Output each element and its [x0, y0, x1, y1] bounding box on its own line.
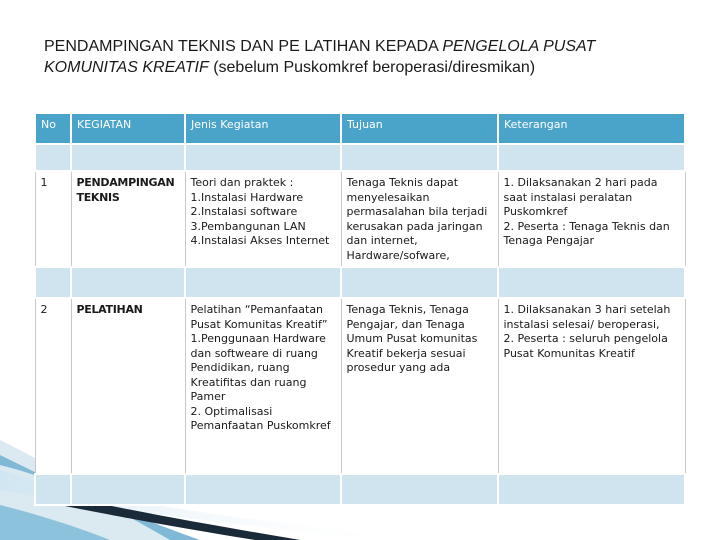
table-band-row — [35, 144, 685, 171]
title-italic-text: PENGELOLA PUSAT KOMUNITAS KREATIF — [44, 38, 596, 76]
slide-title — [44, 36, 684, 78]
cell-tujuan: Tenaga Teknis dapat menyelesaikan permasalahan bila terjadi kerusakan pada jaringan dan internet, Hardware/sofware, — [341, 171, 498, 267]
table-band-row — [35, 474, 685, 505]
cell-jenis: Pelatihan “Pemanfaatan Pusat Komunitas Kreatif” 1.Penggunaan Hardware dan softweare di ruang Pendidikan, ruang Kreatifitas dan ruang Pamer 2. Optimalisasi Pemanfaatan Puskomkref — [185, 298, 341, 474]
header-keterangan: Keterangan — [498, 113, 685, 144]
cell-kegiatan: PENDAMPINGAN TEKNIS — [71, 171, 185, 267]
activity-table — [34, 112, 686, 506]
cell-keterangan: 1. Dilaksanakan 2 hari pada saat instalasi peralatan Puskomkref 2. Peserta : Tenaga Teknis dan Tenaga Pengajar — [498, 171, 685, 267]
cell-no: 2 — [35, 298, 71, 474]
table-band-row — [35, 267, 685, 298]
cell-no: 1 — [35, 171, 71, 267]
table-header-row — [35, 113, 685, 144]
header-jenis-kegiatan: Jenis Kegiatan — [185, 113, 341, 144]
cell-keterangan: 1. Dilaksanakan 3 hari setelah instalasi selesai/ beroperasi, 2. Peserta : seluruh pengelola Pusat Komunitas Kreatif — [498, 298, 685, 474]
header-tujuan: Tujuan — [341, 113, 498, 144]
table-row — [35, 298, 685, 474]
title-text: PENDAMPINGAN TEKNIS DAN PE LATIHAN KEPADA — [44, 38, 443, 55]
cell-kegiatan: PELATIHAN — [71, 298, 185, 474]
header-no: No — [35, 113, 71, 144]
cell-jenis: Teori dan praktek : 1.Instalasi Hardware 2.Instalasi software 3.Pembangunan LAN 4.Instalasi Akses Internet — [185, 171, 341, 267]
title-subtitle-text: (sebelum Puskomkref beroperasi/diresmikan) — [208, 59, 536, 76]
table-row — [35, 171, 685, 267]
header-kegiatan: KEGIATAN — [71, 113, 185, 144]
cell-tujuan: Tenaga Teknis, Tenaga Pengajar, dan Tenaga Umum Pusat komunitas Kreatif bekerja sesuai prosedur yang ada — [341, 298, 498, 474]
